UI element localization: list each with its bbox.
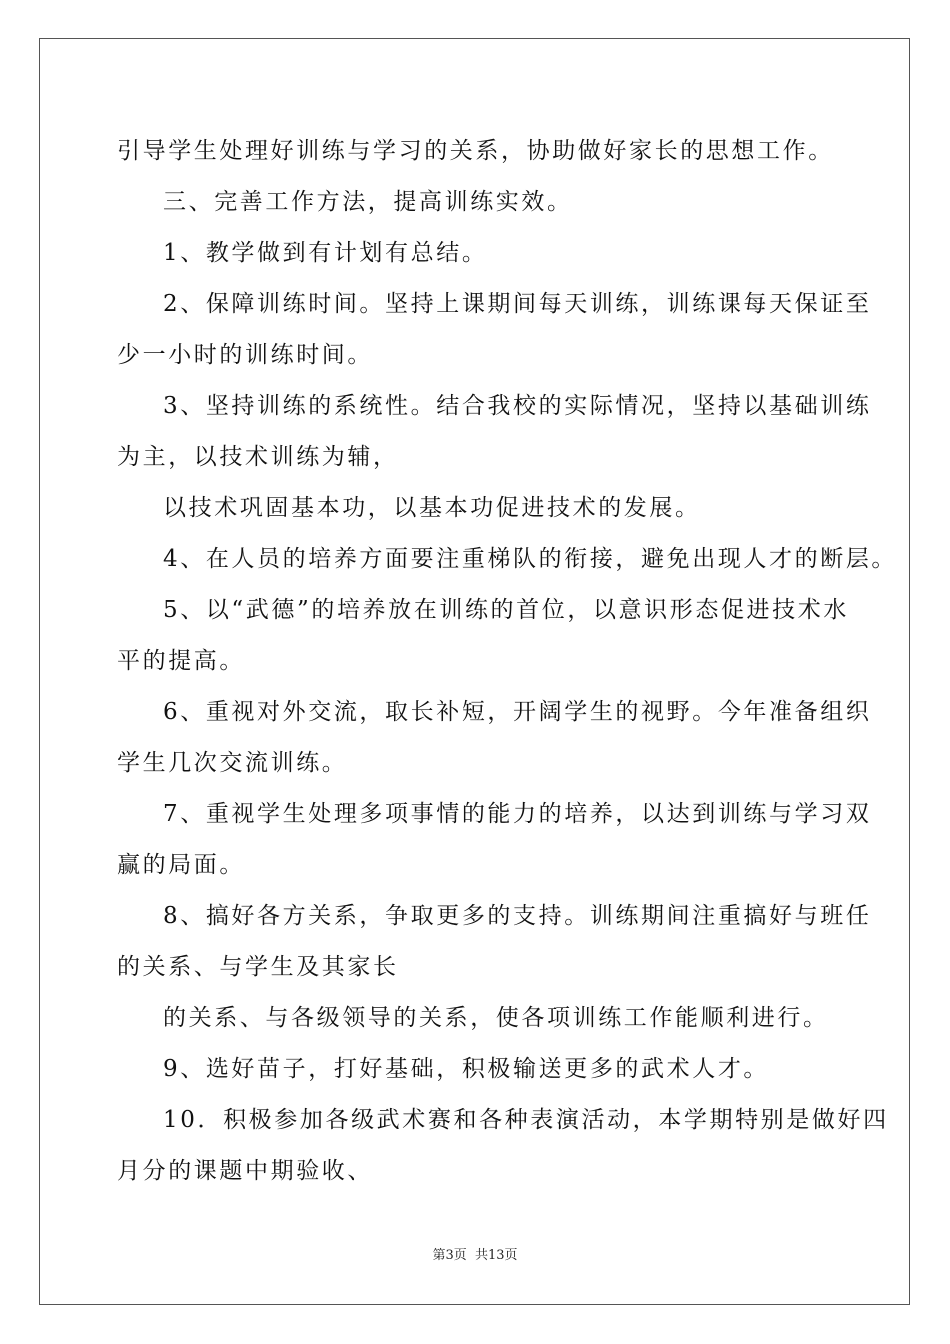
page-total: 共13页 <box>474 1248 518 1263</box>
text-line: 3、坚持训练的系统性。结合我校的实际情况，坚持以基础训练 <box>163 393 872 419</box>
text-line: 1、教学做到有计划有总结。 <box>163 240 488 266</box>
document-body <box>117 126 898 1197</box>
page-number: 第3页 <box>432 1248 467 1263</box>
text-line: 引导学生处理好训练与学习的关系，协助做好家长的思想工作。 <box>117 138 834 164</box>
text-line: 10．积极参加各级武术赛和各种表演活动，本学期特别是做好四 <box>163 1107 889 1133</box>
text-line: 少一小时的训练时间。 <box>117 342 373 368</box>
text-line: 4、在人员的培养方面要注重梯队的衔接，避免出现人才的断层。 <box>163 546 898 572</box>
text-line: 平的提高。 <box>117 648 245 674</box>
text-line: 三、完善工作方法，提高训练实效。 <box>163 189 573 215</box>
text-line: 8、搞好各方关系，争取更多的支持。训练期间注重搞好与班任 <box>163 903 872 929</box>
text-line: 为主，以技术训练为辅， <box>117 444 399 470</box>
text-line: 赢的局面。 <box>117 852 245 878</box>
text-line: 的关系、与学生及其家长 <box>117 954 399 980</box>
text-line: 5、以“武德”的培养放在训练的首位，以意识形态促进技术水 <box>163 597 849 623</box>
text-line: 9、选好苗子，打好基础，积极输送更多的武术人才。 <box>163 1056 770 1082</box>
text-line: 的关系、与各级领导的关系，使各项训练工作能顺利进行。 <box>163 1005 829 1031</box>
text-line: 学生几次交流训练。 <box>117 750 348 776</box>
text-line: 2、保障训练时间。坚持上课期间每天训练，训练课每天保证至 <box>163 291 872 317</box>
text-line: 以技术巩固基本功，以基本功促进技术的发展。 <box>163 495 701 521</box>
text-line: 6、重视对外交流，取长补短，开阔学生的视野。今年准备组织 <box>163 699 872 725</box>
text-line: 7、重视学生处理多项事情的能力的培养，以达到训练与学习双 <box>163 801 872 827</box>
text-line: 月分的课题中期验收、 <box>117 1158 373 1184</box>
page-footer <box>0 1244 950 1263</box>
